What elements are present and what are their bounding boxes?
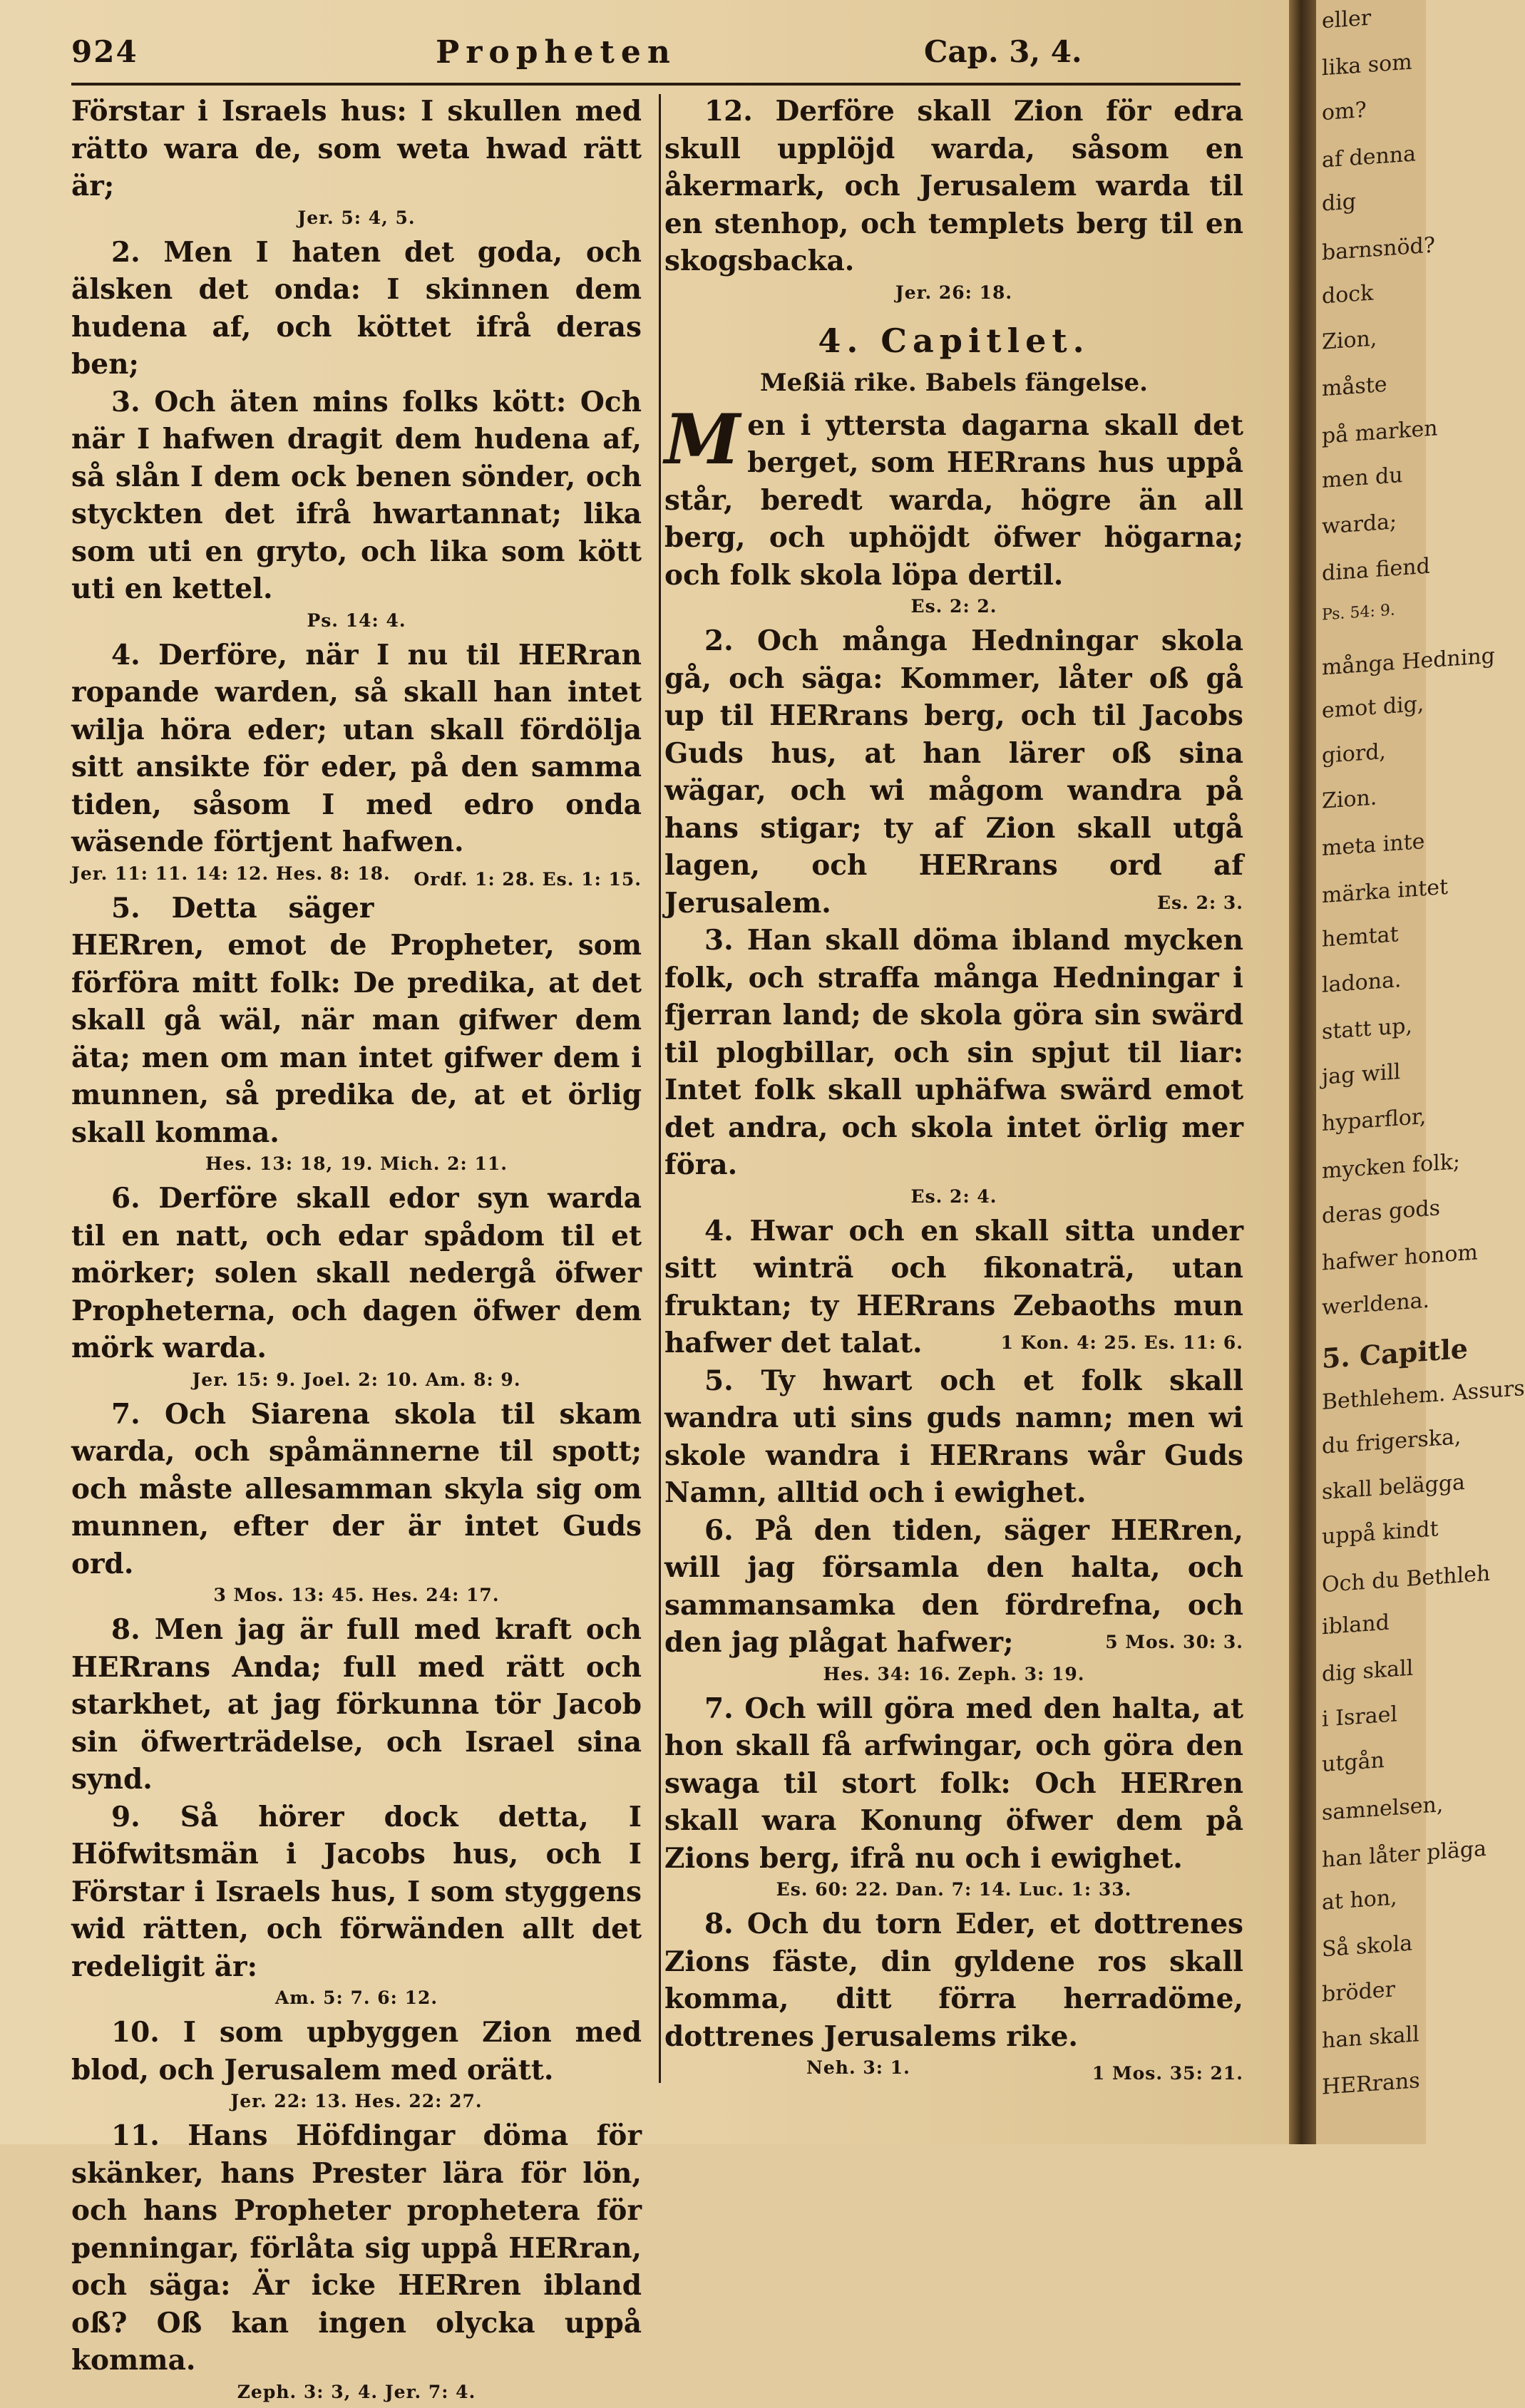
verse-text: en i yttersta dagarna skall det berget, som HERrans hus uppå står, beredt warda, högre än all berg, och uphöjdt öfwer högarna; och folk skola löpa dertil. (664, 408, 1243, 592)
cross-reference: Es. 2: 2. (910, 596, 997, 617)
facing-page-text: hafwer honom (1322, 1240, 1478, 1276)
verse-text: 5. Detta säger HERren, emot de Propheter, som förföra mitt folk: De predika, at det skall gå wäl, när man gifwer dem äta; men om man intet gifwer dem i munnen, så predika de, at et örlig skall komma. (71, 891, 642, 1149)
facing-page-text: eller (1322, 5, 1372, 34)
facing-page-text: dig (1322, 189, 1357, 217)
facing-page-text: hemtat (1322, 922, 1399, 952)
inline-cross-reference: Ordf. 1: 28. Es. 1: 15. (414, 868, 642, 890)
cross-reference: Zeph. 3: 3, 4. Jer. 7: 4. (237, 2381, 476, 2402)
verse-text: 2. Och många Hedningar skola gå, och säga: Kommer, låter oß gå up til HERrans berg, och til Jacobs Guds hus, at han lärer oß sina wägar, och wi mågom wandra på hans stigar; ty af Zion skall utgå lagen, och HERrans ord af Jerusalem. (664, 624, 1243, 920)
verse (71, 1611, 642, 1799)
cross-reference: Jer. 15: 9. Joel. 2: 10. Am. 8: 9. (192, 1369, 521, 1390)
cross-reference: Hes. 13: 18, 19. Mich. 2: 11. (205, 1153, 508, 1174)
cross-reference: 3 Mos. 13: 45. Hes. 24: 17. (213, 1585, 500, 1605)
header-rule (71, 83, 1241, 86)
facing-page-text: utgån (1322, 1747, 1385, 1778)
facing-page-text: Zion, (1322, 326, 1377, 355)
verse-text: 3. Och äten mins folks kött: Och när I hafwen dragit dem hudena af, så slån I dem ock benen sönder, och styckten det ifrå hwartannat; lika som uti en gryto, och lika som kött uti en kettel. (71, 385, 642, 605)
facing-page-text: Så skola (1322, 1930, 1413, 1962)
verse-text: Förstar i Israels hus: I skullen med rätto wara de, som weta hwad rätt är; (71, 95, 642, 202)
verse (664, 398, 1243, 595)
facing-page-text: af denna (1322, 141, 1417, 173)
cross-reference: Jer. 26: 18. (895, 282, 1013, 303)
facing-page-text: emot dig, (1322, 691, 1424, 724)
inline-cross-reference: 5 Mos. 30: 3. (1105, 1632, 1243, 1652)
facing-page-text: på marken (1322, 416, 1438, 449)
facing-page-text: barnsnöd? (1322, 232, 1435, 266)
facing-page-text: måste (1322, 371, 1387, 402)
right-column (664, 93, 1243, 2092)
cross-reference: Neh. 3: 1. (806, 2057, 910, 2078)
verse (71, 384, 642, 608)
facing-page-text: han låter pläga (1322, 1836, 1487, 1873)
verse-text: 7. Och Siarena skola til skam warda, och spåmännerne til spott; och måste allesamman skyla sig om munnen, efter der är intet Guds ord. (71, 1397, 642, 1580)
chapter-verses (664, 398, 1243, 2084)
verse-text: 8. Och du torn Eder, et dottrenes Zions fäste, din gyldene ros skall komma, ditt förra herradöme, dottrenes Jerusalems rike. (664, 1908, 1243, 2053)
verse-text: 4. Hwar och en skall sitta under sitt winträ och fikonaträ, utan fruktan; ty HERrans Zebaoths mun hafwer det talat. (664, 1214, 1243, 1359)
facing-page-text: Och du Bethleh (1322, 1560, 1491, 1598)
verse (664, 922, 1243, 1184)
facing-page-text: hyparflor, (1322, 1103, 1427, 1137)
cross-reference: Jer. 5: 4, 5. (297, 207, 416, 228)
cross-reference: Ps. 14: 4. (307, 609, 406, 631)
facing-page-text: han skall (1322, 2022, 1419, 2054)
verse (71, 890, 642, 1152)
facing-page-text: samnelsen, (1322, 1792, 1444, 1826)
verse-text: 8. Men jag är full med kraft och HERrans Anda; full med rätt och starkhet, at jag förkunna tör Jacob sin öfwerträdelse, och Israel sina synd. (71, 1613, 642, 1796)
verse (71, 1396, 642, 1583)
facing-page-text: werldena. (1322, 1287, 1430, 1321)
inline-cross-reference: 1 Mos. 35: 21. (1092, 2063, 1243, 2084)
facing-page-text: meta inte (1322, 828, 1425, 862)
facing-page-text: ladona. (1322, 967, 1402, 998)
inline-cross-reference: 1 Kon. 4: 25. Es. 11: 6. (1000, 1332, 1243, 1353)
cross-reference: Hes. 34: 16. Zeph. 3: 19. (823, 1663, 1085, 1684)
verse-text: 9. Så hörer dock detta, I Höfwitsmän i Jacobs hus, och I Förstar i Israels hus, I som styggens wid rätten, och förwänden allt det redeligit är: (71, 1800, 642, 1983)
verse (71, 2014, 642, 2089)
facing-page-text: om? (1322, 97, 1367, 126)
facing-page-text: dig skall (1322, 1655, 1414, 1687)
facing-page-text: Ps. 54: 9. (1322, 601, 1395, 624)
facing-page-text: dina fiend (1322, 553, 1430, 587)
facing-page-text: Zion. (1322, 785, 1377, 814)
verse-text: 5. Ty hwart och et folk skall wandra uti sins guds namn; men wi skole wandra i HERrans wår Guds Namn, alltid och i ewighet. (664, 1364, 1243, 1509)
facing-page-text: HERrans (1322, 2068, 1420, 2100)
drop-cap: M (664, 398, 741, 480)
facing-page-text: Bethlehem. Assurs (1322, 1376, 1525, 1415)
facing-page-text: du frigerska, (1322, 1424, 1462, 1459)
verse-text: 10. I som upbyggen Zion med blod, och Jerusalem med orätt. (71, 2016, 642, 2087)
facing-page-text: jag will (1322, 1059, 1401, 1090)
verse-text: 3. Han skall döma ibland mycken folk, och straffa många Hedningar i fjerran land; de skola göra sin swärd til plogbillar, och sin spjut til liar: Intet folk skall uphäfwa swärd emot det andra, och skola intet örlig mer föra. (664, 924, 1243, 1181)
facing-page-text: dock (1322, 280, 1374, 309)
verse-text: 6. Derföre skall edor syn warda til en natt, och edar spådom til et mörker; solen skall nedergå öfwer Propheterna, och dagen öfwer dem mörk warda. (71, 1182, 642, 1364)
verse (664, 1362, 1243, 1512)
facing-page-edge (1316, 0, 1525, 2144)
left-column (71, 93, 642, 2408)
verse-text: 11. Hans Höfdingar döma för skänker, hans Prester lära för lön, och hans Propheter prophetera för penningar, förlåta sig uppå HERran, och säga: Är icke HERren ibland oß? Oß kan ingen olycka uppå komma. (71, 2119, 642, 2377)
facing-page-text: uppå kindt (1322, 1516, 1439, 1550)
facing-page-text: statt up, (1322, 1013, 1413, 1045)
facing-page-text: många Hedning (1322, 643, 1495, 681)
verse (71, 1180, 642, 1367)
book-gutter (1289, 0, 1316, 2144)
facing-page-text: at hon, (1322, 1885, 1397, 1915)
verse (71, 234, 642, 384)
verse-text: 4. Derföre, när I nu til HERran ropande warden, så skall han intet wilja höra eder; utan skall fördölja sitt ansikte för eder, på den samma tiden, såsom I med edro onda wäsende förtjent hafwen. (71, 638, 642, 858)
facing-page-text: mycken folk; (1322, 1149, 1461, 1184)
facing-page-text: skall belägga (1322, 1469, 1465, 1506)
cross-reference: Jer. 22: 13. Hes. 22: 27. (230, 2091, 483, 2111)
verse: 12. Derföre skall Zion för edra skull upplöjd warda, såsom en åkermark, och Jerusalem warda til en stenhop, och templets berg til en skogsbacka. (664, 95, 1243, 277)
facing-page-text: bröder (1322, 1977, 1395, 2007)
facing-page-text: deras gods (1322, 1195, 1440, 1229)
running-title: Propheten (436, 34, 677, 71)
verse (664, 1690, 1243, 1878)
chapter-reference: Cap. 3, 4. (924, 34, 1082, 69)
facing-page-text: warda; (1322, 509, 1397, 540)
cross-reference: Am. 5: 7. 6: 12. (274, 1987, 438, 2008)
verse-text: 2. Men I haten det goda, och älsken det onda: I skinnen dem hudena af, och köttet ifrå deras ben; (71, 235, 642, 381)
verse (71, 93, 642, 205)
column-divider (659, 94, 661, 2083)
verse (664, 1512, 1243, 1662)
verse (71, 2117, 642, 2379)
facing-page-text: lika som (1322, 49, 1412, 81)
facing-page-text: i Israel (1322, 1702, 1397, 1732)
verse-text: 7. Och will göra med den halta, at hon skall få arfwingar, och göra den swaga til stort folk: Och HERren skall wara Konung öfwer dem på Zions berg, ifrå nu och i ewighet. (664, 1692, 1243, 1875)
facing-page-text: märka intet (1322, 874, 1449, 909)
facing-page-text: giord, (1322, 739, 1386, 769)
page-header (71, 34, 1098, 77)
cross-reference: Es. 2: 4. (910, 1185, 997, 1207)
verse-text: 6. På den tiden, säger HERren, will jag församla den halta, och sammansamka den fördrefna, och den jag plågat hafwer; (664, 1513, 1243, 1659)
verse (664, 622, 1243, 922)
inline-cross-reference: Es. 2: 3. (1157, 892, 1243, 913)
page-number: 924 (71, 34, 138, 69)
facing-page-text: ibland (1322, 1610, 1390, 1640)
cross-reference: Es. 60: 22. Dan. 7: 14. Luc. 1: 33. (776, 1879, 1132, 1900)
verse (664, 1213, 1243, 1362)
cross-reference: Jer. 11: 11. 14: 12. Hes. 8: 18. (71, 863, 391, 884)
chapter-heading: 4. Capitlet. (818, 321, 1090, 360)
chapter-summary: Meßiä rike. Babels fängelse. (760, 368, 1148, 397)
facing-page-text: men du (1322, 463, 1403, 493)
verse (71, 1799, 642, 1986)
facing-page-text: 5. Capitle (1322, 1332, 1468, 1375)
